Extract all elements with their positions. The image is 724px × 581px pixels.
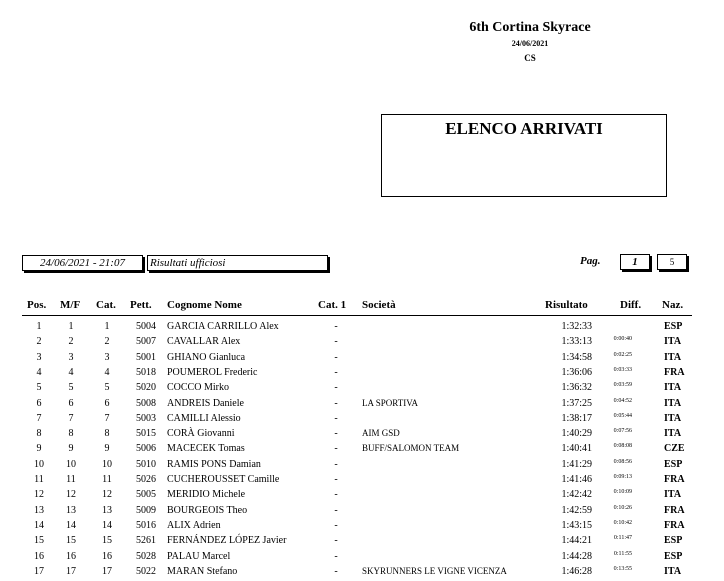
gap-time: 0:10:42 <box>613 519 632 526</box>
col-header-result: Risultato <box>545 299 588 311</box>
col-header-cat: Cat. <box>96 299 116 311</box>
category-rank: 9 <box>104 443 110 455</box>
category-rank: 14 <box>102 519 112 531</box>
position: 1 <box>36 321 42 332</box>
category-rank: 2 <box>104 336 110 348</box>
table-row <box>0 428 724 443</box>
mf-rank: 3 <box>68 351 74 363</box>
bib-number: 5020 <box>136 382 156 394</box>
position: 13 <box>34 504 44 516</box>
category1: - <box>334 565 338 577</box>
position: 17 <box>34 565 44 577</box>
page-current: 1 <box>620 254 650 270</box>
gap-time: 0:02:25 <box>613 351 632 358</box>
category1: - <box>334 535 338 547</box>
mf-rank: 17 <box>66 565 76 577</box>
bib-number: 5018 <box>136 366 156 378</box>
gap-time: 0:05:44 <box>613 412 632 419</box>
table-row <box>0 551 724 566</box>
athlete-name: ALIX Adrien <box>167 519 221 531</box>
nationality: ITA <box>664 336 682 348</box>
result-time: 1:41:29 <box>561 458 592 470</box>
page-total: 5 <box>657 254 687 270</box>
page-label: Pag. <box>580 255 601 267</box>
mf-rank: 7 <box>68 412 74 424</box>
nationality: FRA <box>664 519 685 531</box>
table-row <box>0 505 724 520</box>
category1: - <box>334 428 338 440</box>
mf-rank: 10 <box>66 458 76 470</box>
result-time: 1:44:21 <box>561 535 592 547</box>
col-header-cat1: Cat. 1 <box>318 299 347 311</box>
mf-rank: 8 <box>68 428 74 440</box>
category1: - <box>334 366 338 378</box>
category1: - <box>334 412 338 424</box>
category-rank: 10 <box>102 458 112 470</box>
result-time: 1:41:46 <box>561 474 592 485</box>
gap-time: 0:09:13 <box>613 474 632 480</box>
print-datetime: 24/06/2021 - 21:07 <box>22 255 143 271</box>
athlete-name: CORÀ Giovanni <box>167 428 235 440</box>
position: 15 <box>34 535 44 547</box>
athlete-name: PALAU Marcel <box>167 550 231 562</box>
athlete-name: RAMIS PONS Damian <box>167 458 261 470</box>
gap-time: 0:04:52 <box>613 397 632 404</box>
mf-rank: 5 <box>68 382 74 394</box>
position: 2 <box>36 336 42 348</box>
position: 3 <box>36 351 42 363</box>
athlete-name: ANDREIS Daniele <box>167 397 244 409</box>
position: 7 <box>36 412 42 424</box>
result-time: 1:42:59 <box>561 504 592 516</box>
category-rank: 3 <box>104 351 110 363</box>
result-time: 1:40:41 <box>561 443 592 455</box>
result-time: 1:32:33 <box>561 321 592 332</box>
table-row <box>0 535 724 550</box>
category-rank: 4 <box>104 366 110 378</box>
nationality: CZE <box>664 443 685 455</box>
table-row <box>0 321 724 336</box>
gap-time: 0:07:56 <box>613 428 632 435</box>
mf-rank: 14 <box>66 519 76 531</box>
gap-time: 0:03:33 <box>613 366 632 373</box>
position: 5 <box>36 382 42 394</box>
bib-number: 5016 <box>136 519 156 531</box>
category-rank: 1 <box>104 321 110 332</box>
club-name: AIM GSD <box>362 428 400 439</box>
list-title-box <box>381 114 667 197</box>
nationality: ITA <box>664 412 682 424</box>
category1: - <box>334 504 338 516</box>
result-time: 1:33:13 <box>561 336 592 348</box>
gap-time: 0:00:40 <box>613 336 632 343</box>
table-row <box>0 474 724 489</box>
position: 11 <box>34 474 44 485</box>
table-row <box>0 459 724 474</box>
bib-number: 5004 <box>136 321 156 332</box>
col-header-pos: Pos. <box>27 299 47 311</box>
category-rank: 8 <box>104 428 110 440</box>
athlete-name: COCCO Mirko <box>167 382 229 394</box>
category-rank: 15 <box>102 535 112 547</box>
race-date: 24/06/2021 <box>511 39 549 48</box>
result-time: 1:42:42 <box>561 489 592 501</box>
athlete-name: GHIANO Gianluca <box>167 351 246 363</box>
category1: - <box>334 382 338 394</box>
nationality: ITA <box>664 428 682 440</box>
bib-number: 5028 <box>136 550 156 562</box>
mf-rank: 6 <box>68 397 74 409</box>
bib-number: 5026 <box>136 474 156 485</box>
result-time: 1:44:28 <box>561 550 592 562</box>
table-row <box>0 367 724 382</box>
nationality: FRA <box>664 474 685 485</box>
club-name: LA SPORTIVA <box>362 397 419 408</box>
mf-rank: 11 <box>66 474 76 485</box>
header-rule <box>22 315 692 316</box>
gap-time: 0:08:56 <box>613 458 632 465</box>
nationality: ITA <box>664 565 682 577</box>
bib-number: 5007 <box>136 336 156 348</box>
col-header-naz: Naz. <box>662 299 684 311</box>
bib-number: 5009 <box>136 504 156 516</box>
athlete-name: POUMEROL Frederic <box>167 366 258 378</box>
results-status: Risultati ufficiosi <box>147 255 328 271</box>
athlete-name: CAMILLI Alessio <box>167 412 241 424</box>
category-rank: 12 <box>102 489 112 501</box>
category1: - <box>334 474 338 485</box>
col-header-diff: Diff. <box>620 299 642 311</box>
category1: - <box>334 321 338 332</box>
nationality: ITA <box>664 382 682 394</box>
category-rank: 11 <box>102 474 112 485</box>
position: 14 <box>34 519 44 531</box>
nationality: ESP <box>664 550 683 562</box>
nationality: ESP <box>664 458 683 470</box>
mf-rank: 2 <box>68 336 74 348</box>
position: 12 <box>34 489 44 501</box>
club-name: BUFF/SALOMON TEAM <box>362 443 460 454</box>
table-row <box>0 566 724 581</box>
table-row <box>0 489 724 504</box>
table-row <box>0 520 724 535</box>
race-title: 6th Cortina Skyrace <box>469 20 591 35</box>
mf-rank: 9 <box>68 443 74 455</box>
mf-rank: 12 <box>66 489 76 501</box>
bib-number: 5001 <box>136 351 156 363</box>
category-rank: 7 <box>104 412 110 424</box>
category1: - <box>334 351 338 363</box>
result-time: 1:37:25 <box>561 397 592 409</box>
category1: - <box>334 458 338 470</box>
category1: - <box>334 519 338 531</box>
list-title: ELENCO ARRIVATI <box>445 119 603 138</box>
gap-time: 0:13:55 <box>613 565 632 572</box>
bib-number: 5015 <box>136 428 156 440</box>
mf-rank: 15 <box>66 535 76 547</box>
nationality: ITA <box>664 397 682 409</box>
result-time: 1:43:15 <box>561 519 592 531</box>
nationality: ESP <box>664 535 683 547</box>
athlete-name: CAVALLAR Alex <box>167 336 241 348</box>
result-time: 1:40:29 <box>561 428 592 440</box>
table-row <box>0 382 724 397</box>
bib-number: 5006 <box>136 443 156 455</box>
athlete-name: BOURGEOIS Theo <box>167 504 248 516</box>
table-row <box>0 413 724 428</box>
category-rank: 5 <box>104 382 110 394</box>
bib-number: 5003 <box>136 412 156 424</box>
bib-number: 5261 <box>136 535 156 547</box>
bib-number: 5008 <box>136 397 156 409</box>
result-time: 1:36:32 <box>561 382 592 394</box>
bib-number: 5010 <box>136 458 156 470</box>
position: 16 <box>34 550 44 562</box>
nationality: ITA <box>664 351 682 363</box>
mf-rank: 4 <box>68 366 74 378</box>
category1: - <box>334 397 338 409</box>
athlete-name: FERNÁNDEZ LÓPEZ Javier <box>167 535 287 547</box>
position: 8 <box>36 428 42 440</box>
gap-time: 0:11:55 <box>613 550 632 557</box>
mf-rank: 1 <box>68 321 74 332</box>
category-rank: 16 <box>102 550 112 562</box>
athlete-name: GARCIA CARRILLO Alex <box>167 321 279 332</box>
position: 10 <box>34 458 44 470</box>
col-header-mf: M/F <box>60 299 81 311</box>
result-time: 1:34:58 <box>561 351 592 363</box>
gap-time: 0:10:09 <box>613 489 632 496</box>
gap-time: 0:08:08 <box>613 443 632 450</box>
col-header-club: Società <box>362 299 396 311</box>
nationality: FRA <box>664 504 685 516</box>
category1: - <box>334 336 338 348</box>
position: 6 <box>36 397 42 409</box>
result-time: 1:38:17 <box>561 412 592 424</box>
position: 9 <box>36 443 42 455</box>
athlete-name: CUCHEROUSSET Camille <box>167 474 280 485</box>
race-code: CS <box>524 53 536 63</box>
nationality: ESP <box>664 321 683 332</box>
bib-number: 5005 <box>136 489 156 501</box>
category-rank: 17 <box>102 565 112 577</box>
category1: - <box>334 489 338 501</box>
category-rank: 6 <box>104 397 110 409</box>
table-row <box>0 352 724 367</box>
result-time: 1:46:28 <box>561 565 592 577</box>
nationality: FRA <box>664 366 685 378</box>
col-header-name: Cognome Nome <box>167 299 242 311</box>
table-row <box>0 443 724 458</box>
athlete-name: MACECEK Tomas <box>167 443 245 455</box>
gap-time: 0:11:47 <box>613 535 632 542</box>
mf-rank: 13 <box>66 504 76 516</box>
nationality: ITA <box>664 489 682 501</box>
position: 4 <box>36 366 42 378</box>
table-row <box>0 398 724 413</box>
athlete-name: MARAN Stefano <box>167 565 238 577</box>
category1: - <box>334 443 338 455</box>
category1: - <box>334 550 338 562</box>
category-rank: 13 <box>102 504 112 516</box>
table-row <box>0 336 724 351</box>
mf-rank: 16 <box>66 550 76 562</box>
bib-number: 5022 <box>136 565 156 577</box>
athlete-name: MERIDIO Michele <box>167 489 246 501</box>
gap-time: 0:03:59 <box>613 382 632 389</box>
gap-time: 0:10:26 <box>613 504 632 511</box>
col-header-bib: Pett. <box>130 299 152 311</box>
club-name: SKYRUNNERS LE VIGNE VICENZA <box>362 565 507 576</box>
result-time: 1:36:06 <box>561 366 592 378</box>
